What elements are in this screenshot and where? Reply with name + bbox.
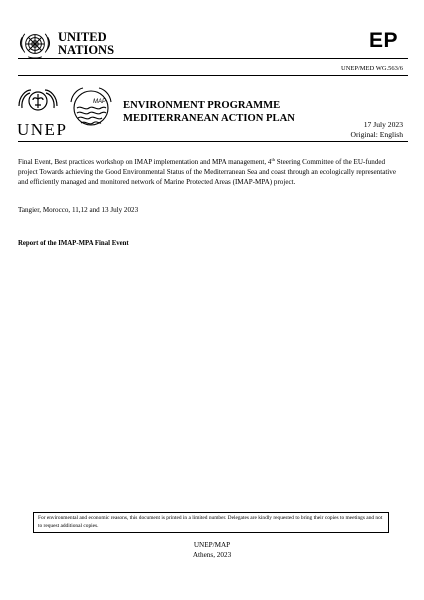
programme-title-line2: MEDITERRANEAN ACTION PLAN xyxy=(123,113,295,124)
meeting-venue: Tangier, Morocco, 11,12 and 13 July 2023 xyxy=(18,206,139,214)
org-name xyxy=(58,31,114,57)
footer-place-year: Athens, 2023 xyxy=(192,550,232,559)
original-language: Original: English xyxy=(350,130,403,139)
meeting-description xyxy=(18,157,406,187)
un-emblem-icon xyxy=(18,27,52,61)
meeting-description-part1: Final Event, Best practices workshop on IMAP implementation and MPA management, 4 xyxy=(18,158,272,166)
programme-title-line1: ENVIRONMENT PROGRAMME xyxy=(123,100,281,111)
programme-rule xyxy=(18,141,408,142)
report-title: Report of the IMAP-MPA Final Event xyxy=(18,240,129,247)
ordinal-suffix: th xyxy=(271,157,275,162)
map-emblem-icon xyxy=(68,86,114,130)
doc-code: EP xyxy=(369,29,399,52)
unep-emblem-icon xyxy=(17,88,59,118)
org-name-line1: UNITED xyxy=(58,30,107,44)
meeting-description-part2: Steering Committee of the EU-funded project Towards achieving the Good Environmental Status of the Mediterranean Sea and coast through an ecologically representative and efficiently managed and monitored network of Marine Protected Areas (IMAP-MPA) project. xyxy=(18,158,396,186)
unep-label: UNEP xyxy=(17,120,68,139)
printing-notice-text: For environmental and economic reasons, this document is printed in a limited number. Delegates are kindly requested to bring their copies to meetings and not to request additional copies. xyxy=(38,515,383,529)
footer-publisher: UNEP/MAP xyxy=(193,541,231,549)
header-rule-bottom xyxy=(18,75,408,76)
footer xyxy=(0,541,424,560)
document-date: 17 July 2023 xyxy=(363,120,403,129)
programme-title xyxy=(123,99,295,125)
document-date-block xyxy=(350,120,403,140)
org-name-line2: NATIONS xyxy=(58,43,115,57)
map-emblem-label: MAP xyxy=(93,99,107,105)
printing-notice xyxy=(33,512,389,533)
doc-symbol: UNEP/MED WG.563/6 xyxy=(341,65,403,72)
header-rule-top xyxy=(18,58,408,59)
